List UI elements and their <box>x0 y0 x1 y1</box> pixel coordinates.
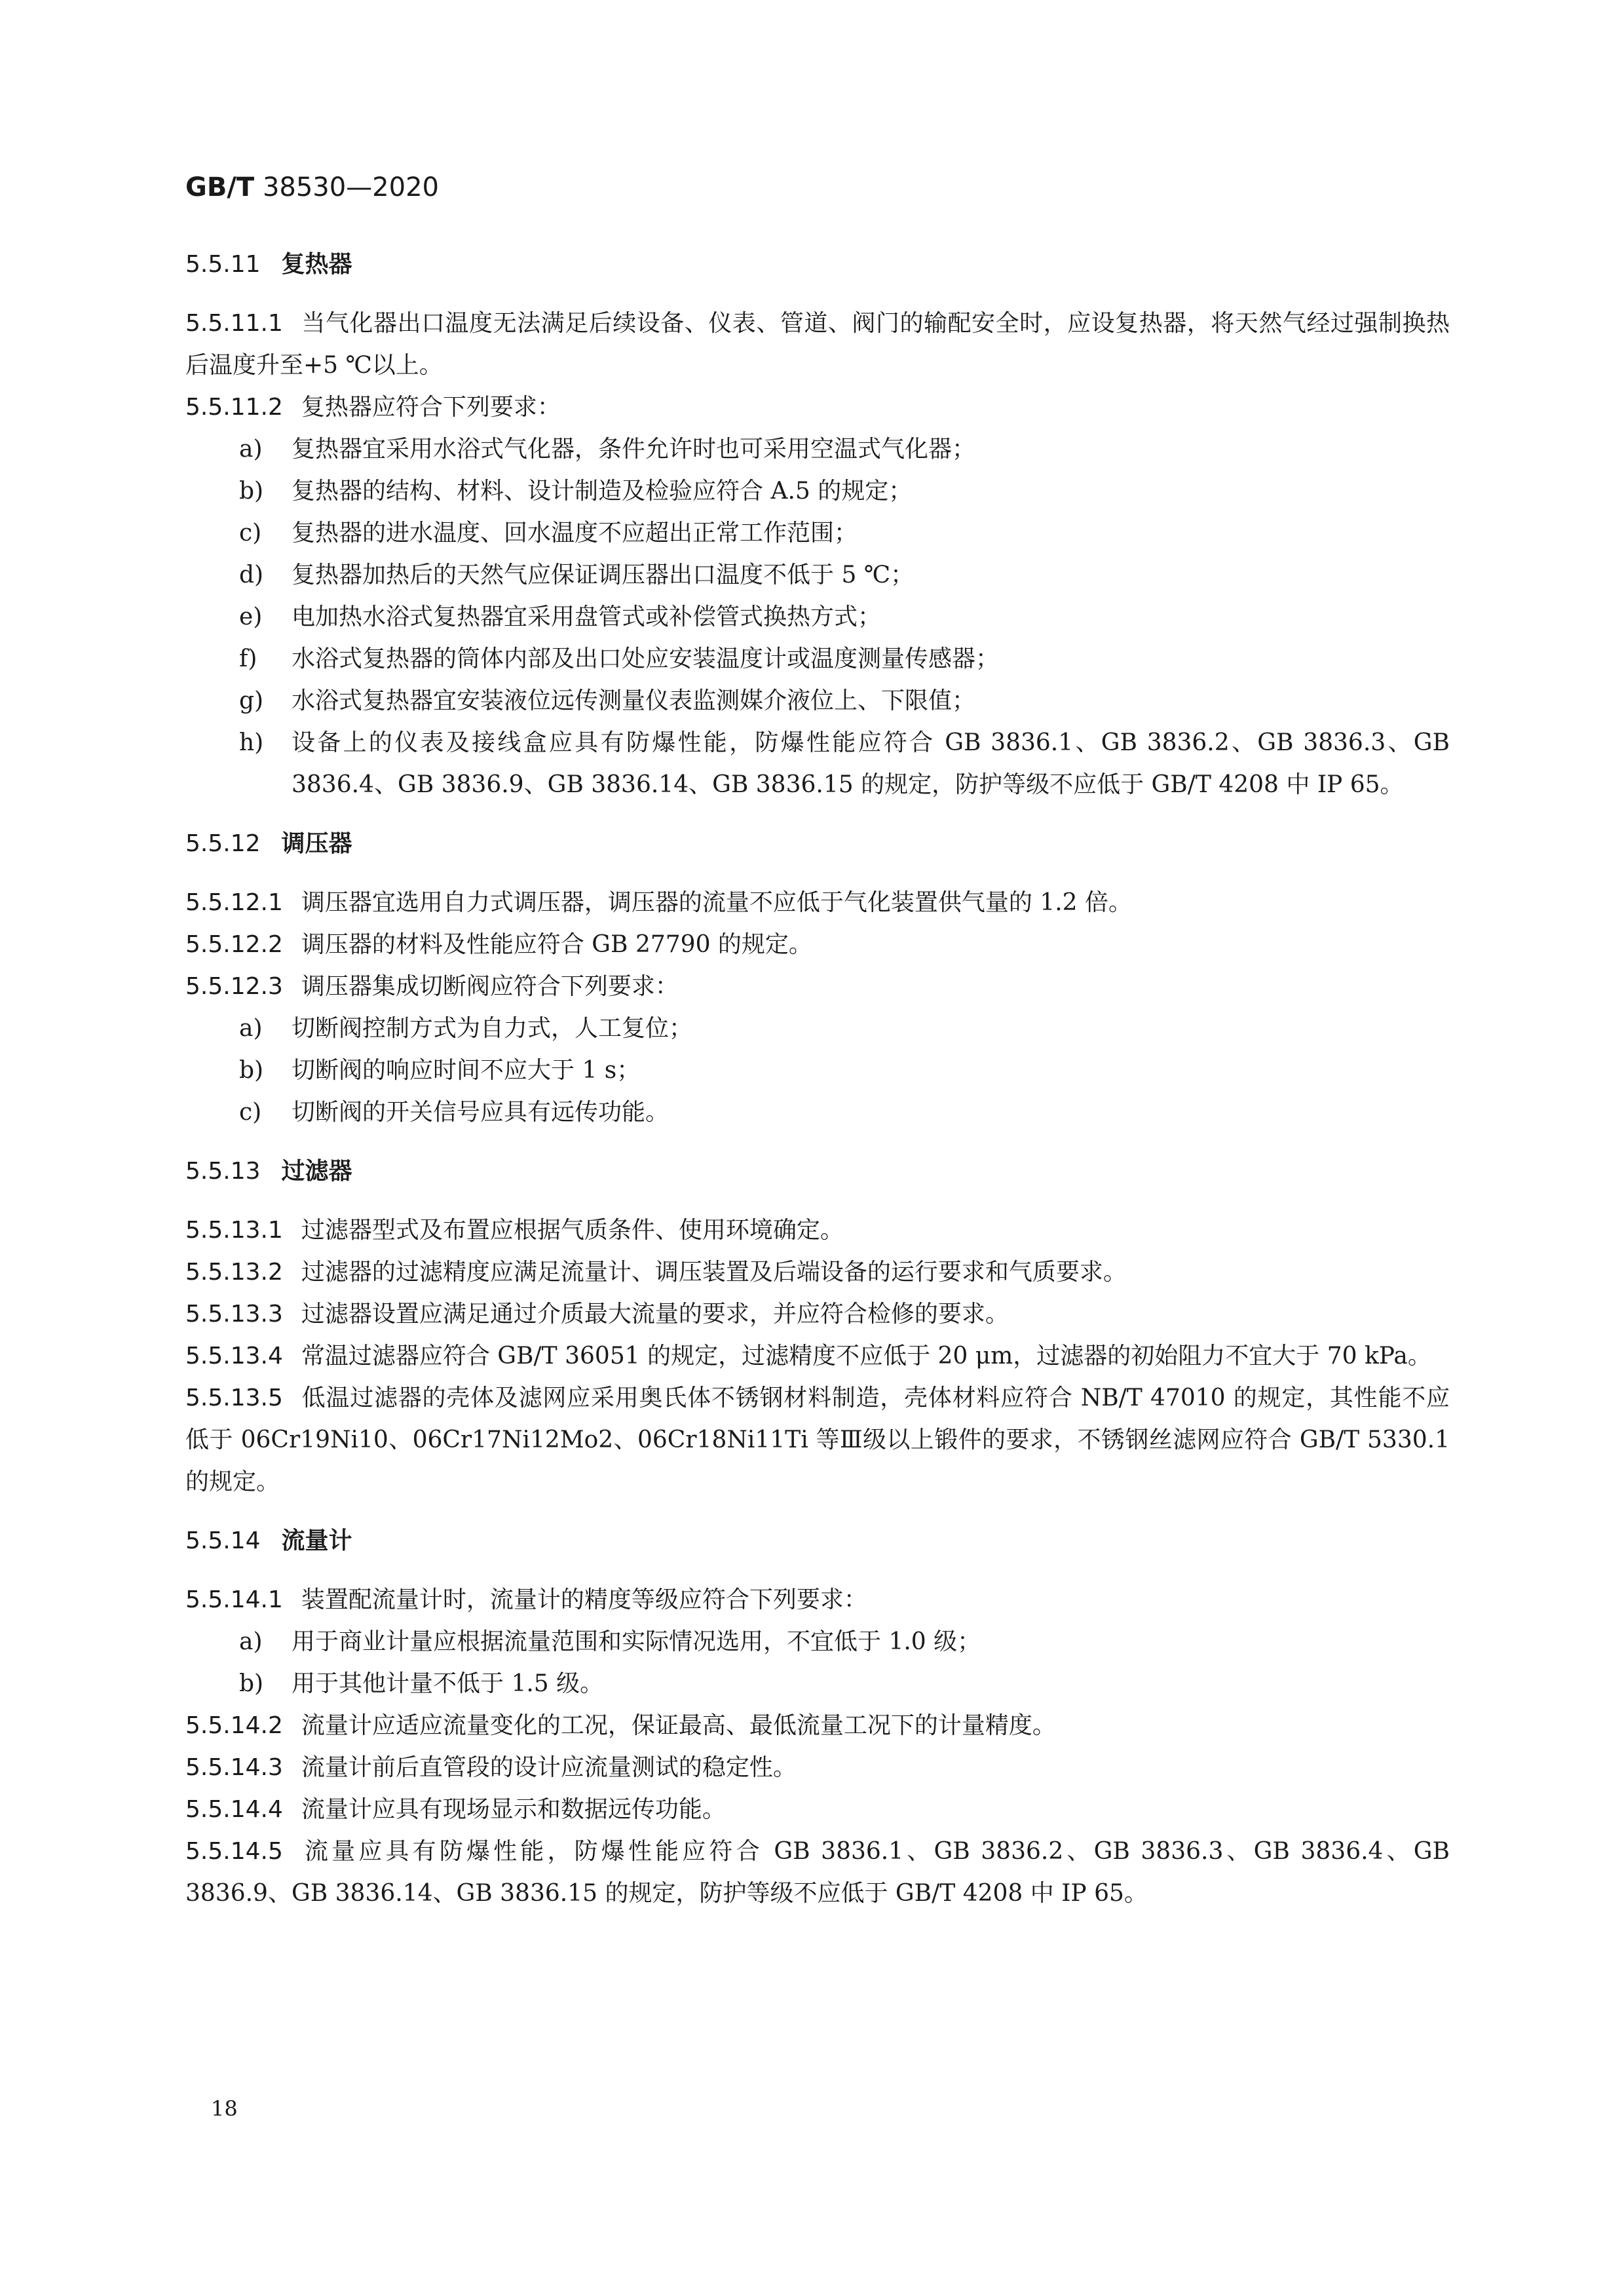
clause-text: 调压器宜选用自力式调压器，调压器的流量不应低于气化装置供气量的 1.2 倍。 <box>301 889 1132 916</box>
list-item <box>185 1621 1450 1663</box>
clause-number: 5.5.13.3 <box>185 1301 283 1328</box>
clause-text: 流量计前后直管段的设计应流量测试的稳定性。 <box>301 1754 797 1781</box>
clause-text: 装置配流量计时，流量计的精度等级应符合下列要求： <box>301 1586 867 1613</box>
clause-number: 5.5.12.1 <box>185 889 283 916</box>
list-item-text: 切断阀的响应时间不应大于 1 s； <box>292 1057 641 1084</box>
clause-text: 调压器的材料及性能应符合 GB 27790 的规定。 <box>301 931 812 958</box>
standard-header <box>185 169 439 206</box>
section-heading <box>185 1520 1450 1562</box>
clause-paragraph <box>185 1705 1450 1747</box>
list-item-label: b) <box>239 1670 264 1697</box>
list-item-text: 复热器加热后的天然气应保证调压器出口温度不低于 5 ℃； <box>292 562 915 588</box>
list-item <box>185 1050 1450 1092</box>
section-heading <box>185 244 1450 286</box>
section-heading <box>185 1151 1450 1193</box>
list-item-text: 复热器的进水温度、回水温度不应超出正常工作范围； <box>292 520 858 546</box>
list-item-text: 切断阀的开关信号应具有远传功能。 <box>292 1099 670 1126</box>
clause-number: 5.5.14.4 <box>185 1796 283 1823</box>
clause-text: 常温过滤器应符合 GB/T 36051 的规定，过滤精度不应低于 20 μm，过滤器的初始阻力不宜大于 70 kPa。 <box>301 1343 1431 1369</box>
list-item-label: a) <box>239 1015 263 1042</box>
clause-number: 5.5.12.3 <box>185 973 283 1000</box>
clause-number: 5.5.13.4 <box>185 1343 283 1369</box>
list-item-text: 复热器宜采用水浴式气化器，条件允许时也可采用空温式气化器； <box>292 436 976 463</box>
section-title: 复热器 <box>281 251 352 278</box>
list-item-text: 复热器的结构、材料、设计制造及检验应符合 A.5 的规定； <box>292 478 913 505</box>
standard-prefix: GB/T <box>185 172 255 202</box>
list-item-label: c) <box>239 1099 262 1126</box>
list-item <box>185 680 1450 722</box>
list-item-label: c) <box>239 520 262 546</box>
clause-number: 5.5.11.2 <box>185 394 283 421</box>
clause-number: 5.5.11.1 <box>185 310 283 337</box>
clause-paragraph <box>185 882 1450 924</box>
clause-paragraph <box>185 924 1450 966</box>
clause-number: 5.5.13.5 <box>185 1385 283 1411</box>
clause-paragraph <box>185 1210 1450 1252</box>
clause-number: 5.5.14.1 <box>185 1586 283 1613</box>
clause-text: 低温过滤器的壳体及滤网应采用奥氏体不锈钢材料制造，壳体材料应符合 NB/T 47010 的规定，其性能不应低于 06Cr19Ni10、06Cr17Ni12Mo2、06Cr18Ni11Ti 等Ⅲ级以上锻件的要求，不锈钢丝滤网应符合 GB/T 5330.1 的规定。 <box>185 1385 1450 1495</box>
list-item-label: b) <box>239 478 264 505</box>
clause-number: 5.5.14.3 <box>185 1754 283 1781</box>
section-heading <box>185 823 1450 865</box>
clause-text: 当气化器出口温度无法满足后续设备、仪表、管道、阀门的输配安全时，应设复热器，将天然气经过强制换热后温度升至+5 ℃以上。 <box>185 310 1450 379</box>
clause-paragraph <box>185 1747 1450 1789</box>
clause-number: 5.5.14.5 <box>185 1838 283 1865</box>
list-item <box>185 638 1450 680</box>
clause-text: 过滤器的过滤精度应满足流量计、调压装置及后端设备的运行要求和气质要求。 <box>301 1259 1127 1286</box>
clause-paragraph <box>185 1789 1450 1831</box>
clause-paragraph <box>185 1293 1450 1335</box>
clause-paragraph <box>185 1335 1450 1377</box>
list-item-text: 切断阀控制方式为自力式，人工复位； <box>292 1015 693 1042</box>
clause-paragraph <box>185 1252 1450 1293</box>
section-title: 过滤器 <box>281 1158 352 1185</box>
list-item-label: e) <box>239 603 263 630</box>
list-item <box>185 554 1450 596</box>
list-item-text: 用于其他计量不低于 1.5 级。 <box>292 1670 604 1697</box>
clause-paragraph <box>185 1377 1450 1503</box>
list-item-label: f) <box>239 645 257 672</box>
list-item-label: b) <box>239 1057 264 1084</box>
clause-text: 流量计应适应流量变化的工况，保证最高、最低流量工况下的计量精度。 <box>301 1712 1056 1739</box>
list-item-text: 水浴式复热器宜安装液位远传测量仪表监测媒介液位上、下限值； <box>292 687 976 714</box>
list-item <box>185 1663 1450 1705</box>
clause-paragraph <box>185 387 1450 429</box>
section-title: 调压器 <box>281 830 352 857</box>
list-item-label: g) <box>239 687 264 714</box>
list-item-text: 用于商业计量应根据流量范围和实际情况选用，不宜低于 1.0 级； <box>292 1628 981 1655</box>
clause-text: 调压器集成切断阀应符合下列要求： <box>301 973 679 1000</box>
clause-number: 5.5.12.2 <box>185 931 283 958</box>
list-item-label: d) <box>239 562 264 588</box>
clause-paragraph <box>185 1831 1450 1915</box>
clause-text: 复热器应符合下列要求： <box>301 394 561 421</box>
clause-number: 5.5.13.2 <box>185 1259 283 1286</box>
list-item <box>185 1008 1450 1050</box>
document-body <box>185 244 1450 1915</box>
list-item <box>185 429 1450 470</box>
clause-text: 过滤器设置应满足通过介质最大流量的要求，并应符合检修的要求。 <box>301 1301 1009 1328</box>
section-number: 5.5.13 <box>185 1158 261 1185</box>
list-item-label: a) <box>239 436 263 463</box>
clause-number: 5.5.13.1 <box>185 1217 283 1244</box>
standard-number: 38530—2020 <box>262 172 439 202</box>
list-item-text: 设备上的仪表及接线盒应具有防爆性能，防爆性能应符合 GB 3836.1、GB 3836.2、GB 3836.3、GB 3836.4、GB 3836.9、GB 3836.14、GB 3836.15 的规定，防护等级不应低于 GB/T 4208 中 IP 65。 <box>292 729 1450 798</box>
list-item <box>185 1092 1450 1134</box>
list-item-label: h) <box>239 729 264 756</box>
page-number: 18 <box>211 2096 238 2121</box>
section-title: 流量计 <box>281 1527 352 1554</box>
list-item <box>185 722 1450 806</box>
list-item-text: 水浴式复热器的筒体内部及出口处应安装温度计或温度测量传感器； <box>292 645 1000 672</box>
clause-paragraph <box>185 966 1450 1008</box>
list-item-text: 电加热水浴式复热器宜采用盘管式或补偿管式换热方式； <box>292 603 882 630</box>
list-item-label: a) <box>239 1628 263 1655</box>
clause-text: 流量计应具有现场显示和数据远传功能。 <box>301 1796 726 1823</box>
list-item <box>185 470 1450 512</box>
clause-text: 流量应具有防爆性能，防爆性能应符合 GB 3836.1、GB 3836.2、GB 3836.3、GB 3836.4、GB 3836.9、GB 3836.14、GB 3836.15 的规定，防护等级不应低于 GB/T 4208 中 IP 65。 <box>185 1838 1450 1907</box>
list-item <box>185 512 1450 554</box>
clause-number: 5.5.14.2 <box>185 1712 283 1739</box>
section-number: 5.5.11 <box>185 251 261 278</box>
section-number: 5.5.12 <box>185 830 261 857</box>
clause-text: 过滤器型式及布置应根据气质条件、使用环境确定。 <box>301 1217 844 1244</box>
list-item <box>185 596 1450 638</box>
clause-paragraph <box>185 303 1450 387</box>
section-number: 5.5.14 <box>185 1527 261 1554</box>
clause-paragraph <box>185 1579 1450 1621</box>
